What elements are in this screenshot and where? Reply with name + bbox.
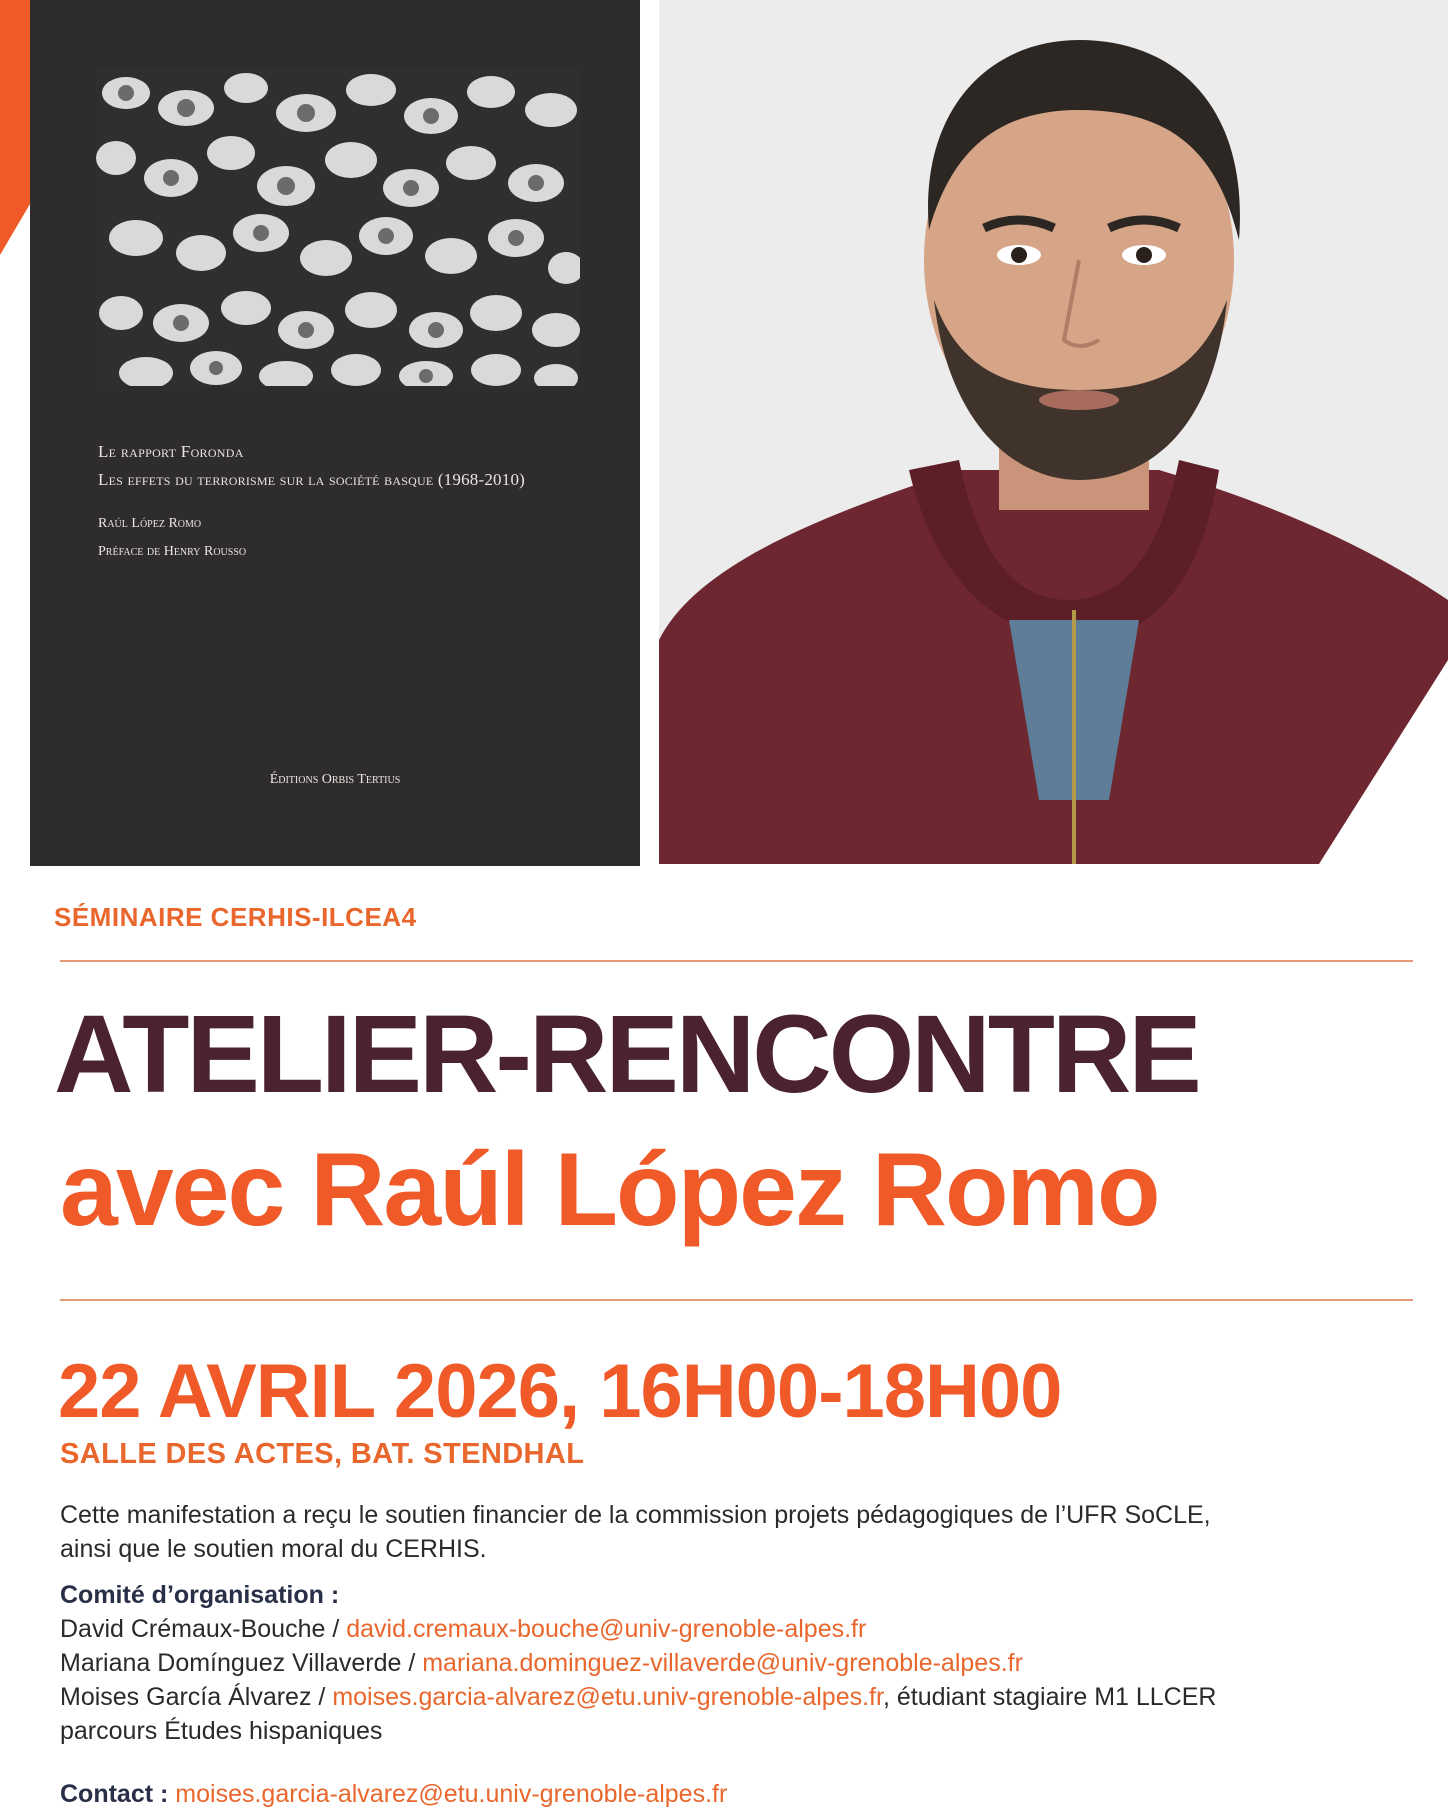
committee-list <box>60 1612 1420 1748</box>
cover-publisher: Éditions Orbis Tertius <box>269 772 401 787</box>
cover-crowd-photo <box>96 68 580 386</box>
contact-email-link[interactable]: moises.garcia-alvarez@etu.univ-grenoble-alpes.fr <box>175 1780 728 1808</box>
event-subtitle: avec Raúl López Romo <box>60 1132 1159 1248</box>
member-name: Moises García Álvarez / <box>60 1683 333 1711</box>
top-divider <box>60 960 1413 962</box>
seminar-label: SÉMINAIRE CERHIS-ILCEA4 <box>54 902 417 932</box>
support-line-2: ainsi que le soutien moral du CERHIS. <box>60 1535 487 1563</box>
member-email-link[interactable]: david.cremaux-bouche@univ-grenoble-alpes.fr <box>346 1615 867 1643</box>
committee-member <box>60 1612 1420 1646</box>
event-location: SALLE DES ACTES, BAT. STENDHAL <box>60 1438 585 1470</box>
member-email-link[interactable]: mariana.dominguez-villaverde@univ-grenoble-alpes.fr <box>422 1649 1023 1677</box>
speaker-portrait <box>659 0 1448 864</box>
committee-member <box>60 1646 1420 1680</box>
contact-line <box>60 1777 1420 1811</box>
cover-title-line-2: Les effets du terrorisme sur la société basque (1968-2010) <box>98 470 525 489</box>
cover-title-line-1: Le rapport Foronda <box>98 442 244 461</box>
bottom-divider <box>60 1299 1413 1301</box>
member-name: David Crémaux-Bouche / <box>60 1615 347 1643</box>
cover-preface: Préface de Henry Rousso <box>98 544 247 559</box>
member-note-continuation: parcours Études hispaniques <box>60 1717 383 1745</box>
support-line-1: Cette manifestation a reçu le soutien financier de la commission projets pédagogiques de l’UFR SoCLE, <box>60 1501 1211 1529</box>
event-title: ATELIER-RENCONTRE <box>54 993 1199 1116</box>
member-name: Mariana Domínguez Villaverde / <box>60 1649 423 1677</box>
book-cover <box>30 0 640 866</box>
member-note: , étudiant stagiaire M1 LLCER <box>882 1683 1217 1711</box>
member-email-link[interactable]: moises.garcia-alvarez@etu.univ-grenoble-alpes.fr <box>332 1683 883 1711</box>
support-paragraph <box>60 1498 1420 1566</box>
cover-author: Raúl López Romo <box>98 516 202 531</box>
committee-heading: Comité d’organisation : <box>60 1581 340 1609</box>
committee-member <box>60 1680 1420 1714</box>
contact-label: Contact : <box>60 1780 176 1808</box>
event-date: 22 AVRIL 2026, 16H00-18H00 <box>58 1349 1062 1434</box>
